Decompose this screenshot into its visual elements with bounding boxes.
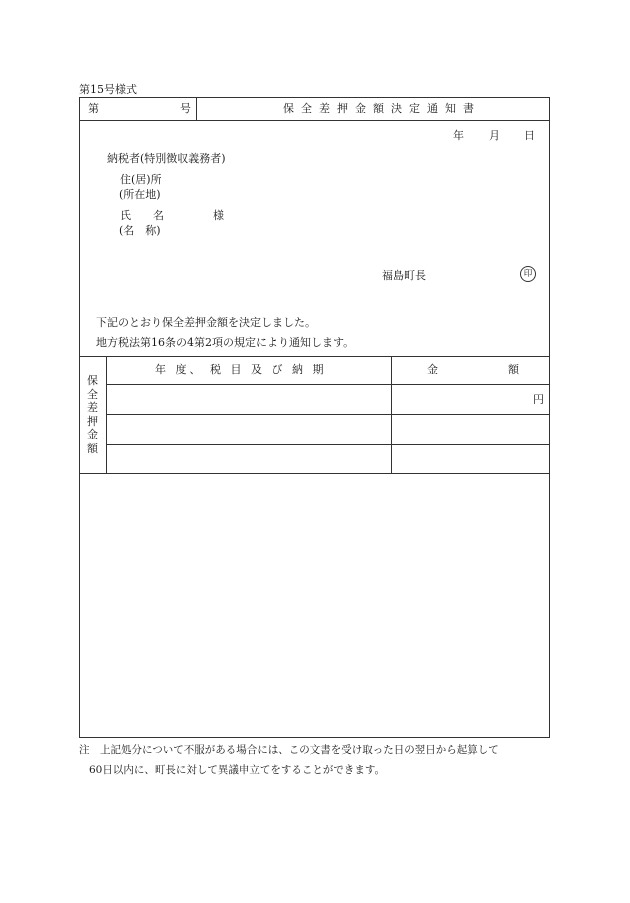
side-label-char: 押	[87, 414, 98, 428]
table-side-divider	[106, 356, 107, 473]
table-header-divider	[106, 384, 550, 385]
name-honorific: 様	[213, 209, 224, 222]
taxpayer-label: 納税者(特別徴収義務者)	[107, 152, 226, 165]
name-alt-label: (名 称)	[119, 224, 161, 237]
seal-mark: 印	[520, 266, 536, 282]
table-top-border	[79, 356, 550, 357]
note-line-1: 注 上記処分について不服がある場合には、この文書を受け取った日の翌日から起算して	[79, 744, 499, 756]
table-side-label	[79, 356, 106, 473]
number-prefix: 第	[88, 102, 99, 115]
side-label-char: 全	[87, 387, 98, 401]
number-suffix: 号	[180, 102, 191, 115]
address-alt-label: (所在地)	[119, 188, 161, 201]
column-header-amount-2: 額	[508, 363, 519, 376]
side-label-char: 金	[87, 428, 98, 441]
yen-unit: 円	[533, 393, 544, 406]
date-day: 日	[524, 129, 535, 142]
side-label-char: 額	[87, 441, 98, 455]
header-divider	[79, 120, 550, 121]
table-column-divider	[391, 356, 392, 473]
side-label-char: 差	[87, 401, 98, 414]
table-bottom-border	[79, 473, 550, 474]
body-line-1: 下記のとおり保全差押金額を決定しました。	[96, 316, 316, 329]
body-line-2: 地方税法第16条の4第2項の規定により通知します。	[96, 336, 355, 349]
address-label: 住(居)所	[120, 173, 162, 186]
form-label: 第15号様式	[79, 83, 137, 96]
date-year: 年	[453, 129, 464, 142]
table-row-divider	[106, 444, 550, 445]
header-number-divider	[196, 97, 197, 120]
issuer-title: 福島町長	[382, 269, 426, 282]
table-row-divider	[106, 414, 550, 415]
name-label: 氏 名	[120, 209, 164, 222]
document-title: 保全差押金額決定通知書	[283, 102, 481, 115]
column-header-amount-1: 金	[427, 363, 438, 376]
date-month: 月	[489, 129, 500, 142]
note-line-2: 60日以内に、町長に対して異議申立てをすることができます。	[89, 764, 386, 776]
side-label-char: 保	[87, 374, 98, 387]
column-header-period: 年 度、 税 目 及 び 納 期	[155, 363, 327, 376]
